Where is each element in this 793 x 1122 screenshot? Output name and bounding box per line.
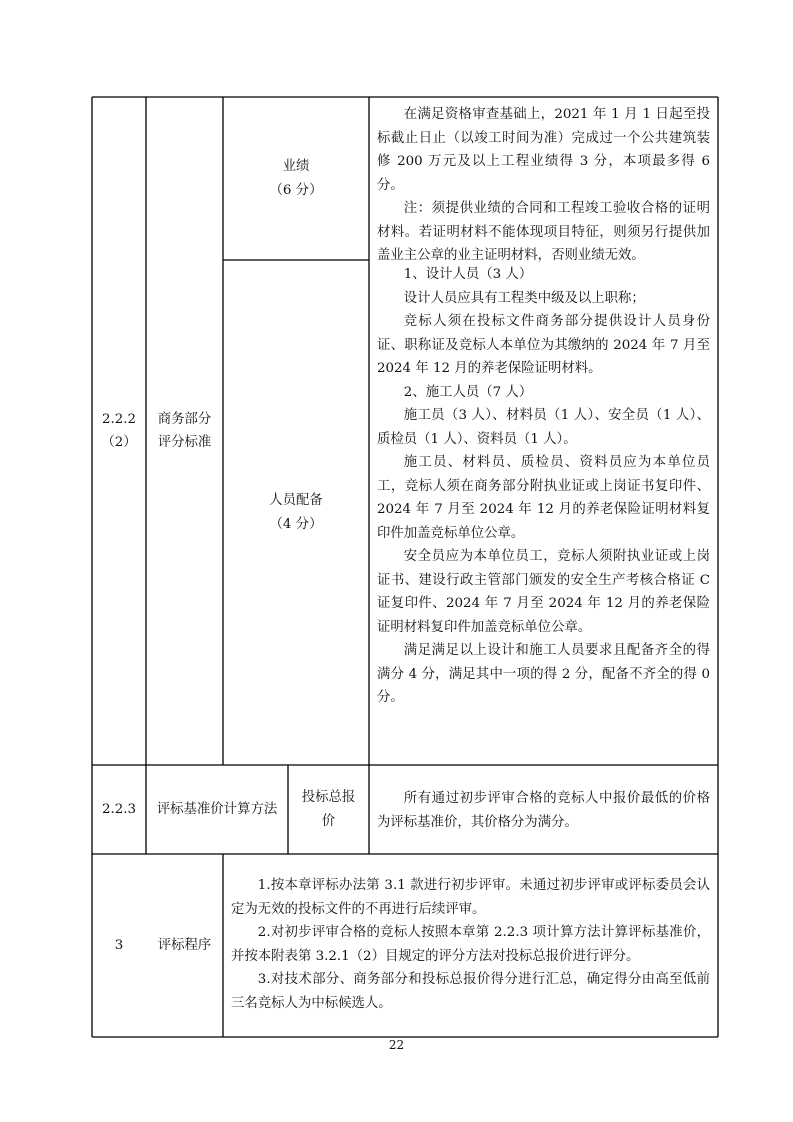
staffing-paragraph: 1、设计人员（3 人） <box>403 267 533 282</box>
section-number-3: 3 <box>114 937 124 953</box>
staffing-paragraph: 满足满足以上设计和施工人员要求且配备齐全的得满分 4 分，满足其中一项的得 2 分，配备不齐全的得 0 分。 <box>377 643 710 705</box>
procedure-step: 3.对技术部分、商务部分和投标总报价得分进行汇总，确定得分由高至低前三名竞标人为中标候选人。 <box>231 972 710 1011</box>
performance-description <box>369 97 718 263</box>
benchmark-description: 所有通过初步评审合格的竞标人中报价最低的价格为评标基准价，其价格分为满分。 <box>377 791 710 830</box>
staffing-description <box>369 260 718 765</box>
staffing-paragraph: 设计人员应具有工程类中级及以上职称； <box>403 290 645 306</box>
performance-note: 注：须提供业绩的合同和工程竣工验收合格的证明材料。若证明材料不能体现项目特征，则须另行提供加盖业主公章的业主证明材料，否则业绩无效。 <box>377 201 710 263</box>
business-scoring-category: 商务部分 评分标准 <box>157 411 212 450</box>
benchmark-method-label: 评标基准价计算方法 <box>156 801 278 817</box>
staffing-paragraph: 2、施工人员（7 人） <box>403 384 533 400</box>
staffing-paragraph: 竞标人须在投标文件商务部分提供设计人员身份证、职称证及竞标人本单位为其缴纳的 2024 年 7 月至 2024 年 12 月的养老保险证明材料。 <box>377 314 710 376</box>
evaluation-procedure-label: 评标程序 <box>157 937 212 953</box>
section-number-2-2-2: 2.2.2 （2） <box>101 411 137 450</box>
performance-criterion: 业绩 （6 分） <box>269 159 323 198</box>
procedure-step: 1.按本章评标办法第 3.1 款进行初步评审。未通过初步评审或评标委员会认定为无效的投标文件的不再进行后续评审。 <box>231 878 710 917</box>
total-bid-price-label: 投标总报 价 <box>301 790 356 829</box>
staffing-paragraph: 施工员、材料员、质检员、资料员应为本单位员工，竞标人须在商务部分附执业证或上岗证书复印件、2024 年 7 月至 2024 年 12 月的养老保险证明材料复印件加盖竞标单位公章。 <box>377 455 710 541</box>
evaluation-procedure-steps <box>223 854 718 1037</box>
section-number-2-2-3: 2.2.3 <box>101 801 137 817</box>
staffing-paragraph: 施工员（3 人）、材料员（1 人）、安全员（1 人）、质检员（1 人）、资料员（1 人）。 <box>377 408 710 447</box>
performance-paragraph: 在满足资格审查基础上，2021 年 1 月 1 日起至投标截止日止（以竣工时间为准）完成过一个公共建筑装修 200 万元及以上工程业绩得 3 分，本项最多得 6 分。 <box>377 107 710 193</box>
staffing-criterion: 人员配备 （4 分） <box>269 493 323 532</box>
procedure-step: 2.对初步评审合格的竞标人按照本章第 2.2.3 项计算方法计算评标基准价，并按本附表第 3.2.1（2）目规定的评分方法对投标总报价进行评分。 <box>231 925 710 964</box>
page-number: 22 <box>388 1038 405 1052</box>
staffing-paragraph: 安全员应为本单位员工，竞标人须附执业证或上岗证书、建设行政主管部门颁发的安全生产考核合格证 C 证复印件、2024 年 7 月至 2024 年 12 月的养老保险证明材料复印件加盖竞标单位公章。 <box>377 549 710 635</box>
